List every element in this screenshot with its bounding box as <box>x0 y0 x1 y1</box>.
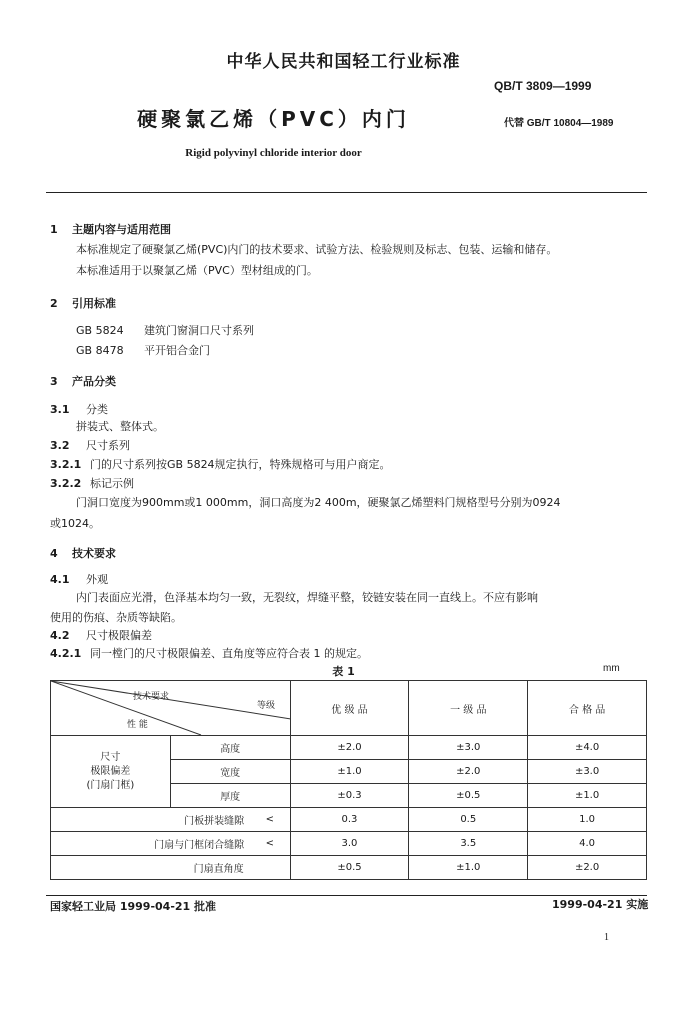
grade-header: 优 级 品 <box>290 681 409 736</box>
group-label-line: 尺寸 <box>100 751 121 763</box>
table-unit: mm <box>603 663 620 674</box>
table-cell: 3.5 <box>409 832 528 856</box>
table-cell: ±2.0 <box>528 856 647 880</box>
table-cell: ±4.0 <box>528 736 647 760</box>
corner-label-right: 等级 <box>257 701 276 711</box>
section-3-1-heading: 3.1 分类 <box>50 403 108 416</box>
row-symbol: < <box>250 808 290 832</box>
section-3-2-2-heading: 3.2.2 标记示例 <box>50 477 134 490</box>
section-4-2-heading: 4.2 尺寸极限偏差 <box>50 629 152 642</box>
table-cell: 4.0 <box>528 832 647 856</box>
group-label-cell <box>51 736 171 808</box>
section-2-heading: 2 引用标准 <box>50 297 116 310</box>
table-cell: ±3.0 <box>528 760 647 784</box>
section-4-2-1-text: 4.2.1 同一樘门的尺寸极限偏差、直角度等应符合表 1 的规定。 <box>50 647 368 660</box>
document-title: 硬聚氯乙烯（PVC）内门 <box>137 107 410 131</box>
table-cell: ±0.3 <box>290 784 409 808</box>
section-4-1-text-2: 使用的伤痕、杂质等缺陷。 <box>50 611 182 624</box>
section-1-heading: 1 主题内容与适用范围 <box>50 223 171 236</box>
page-number: 1 <box>604 932 609 943</box>
diagonal-lines <box>51 681 291 735</box>
table-cell: 0.5 <box>409 808 528 832</box>
section-1-para-2: 本标准适用于以聚氯乙烯（PVC）型材组成的门。 <box>76 264 318 277</box>
table-cell: ±2.0 <box>409 760 528 784</box>
row-label: 宽度 <box>170 760 290 784</box>
section-3-2-heading: 3.2 尺寸系列 <box>50 439 130 452</box>
document-title-en: Rigid polyvinyl chloride interior door <box>185 147 362 159</box>
section-3-1-text: 拼装式、整体式。 <box>76 420 164 433</box>
table-caption: 表 1 <box>332 665 355 678</box>
section-4-1-heading: 4.1 外观 <box>50 573 108 586</box>
row-label: 高度 <box>170 736 290 760</box>
table-cell: ±0.5 <box>409 784 528 808</box>
reference-item: GB 5824 建筑门窗洞口尺寸系列 <box>76 324 254 337</box>
table-cell: 3.0 <box>290 832 409 856</box>
header-rule <box>46 192 647 193</box>
approval-note: 国家轻工业局 1999-04-21 批准 <box>50 900 217 913</box>
replaces-standard: 代替 GB/T 10804—1989 <box>504 118 614 129</box>
section-4-heading: 4 技术要求 <box>50 547 116 560</box>
section-1-para-1: 本标准规定了硬聚氯乙烯(PVC)内门的技术要求、试验方法、检验规则及标志、包装、运输和储存。 <box>76 243 558 256</box>
table-cell: ±0.5 <box>290 856 409 880</box>
row-label: 门扇直角度 <box>51 856 291 880</box>
section-3-2-2-text-2: 或1024。 <box>50 517 100 530</box>
table-corner-cell <box>51 681 291 736</box>
table-1 <box>50 680 647 880</box>
table-cell: ±1.0 <box>290 760 409 784</box>
corner-label-top: 技术要求 <box>133 692 170 702</box>
section-3-2-2-text-1: 门洞口宽度为900mm或1 000mm，洞口高度为2 400m，硬聚氯乙烯塑料门规格型号分别为0924 <box>76 496 561 509</box>
row-label: 门扇与门框闭合缝隙 <box>51 832 251 856</box>
row-label: 门板拼装缝隙 <box>51 808 251 832</box>
group-label-line: (门扇门框) <box>86 779 135 791</box>
grade-header: 合 格 品 <box>528 681 647 736</box>
standard-number: QB/T 3809—1999 <box>494 79 592 93</box>
section-3-heading: 3 产品分类 <box>50 375 116 388</box>
corner-label-bottom: 性 能 <box>127 720 148 730</box>
grade-header: 一 级 品 <box>409 681 528 736</box>
table-cell: ±2.0 <box>290 736 409 760</box>
section-3-2-1-text: 3.2.1 门的尺寸系列按GB 5824规定执行，特殊规格可与用户商定。 <box>50 458 391 471</box>
table-cell: 0.3 <box>290 808 409 832</box>
row-label: 厚度 <box>170 784 290 808</box>
group-label-line: 极限偏差 <box>90 765 131 777</box>
implementation-date: 1999-04-21 实施 <box>552 898 649 911</box>
table-cell: 1.0 <box>528 808 647 832</box>
section-4-1-text-1: 内门表面应光滑，色泽基本均匀一致，无裂纹，焊缝平整，铰链安装在同一直线上。不应有影响 <box>76 591 538 604</box>
reference-item: GB 8478 平开铝合金门 <box>76 344 210 357</box>
table-cell: ±1.0 <box>409 856 528 880</box>
table-cell: ±1.0 <box>528 784 647 808</box>
table-cell: ±3.0 <box>409 736 528 760</box>
row-symbol: < <box>250 832 290 856</box>
standard-org: 中华人民共和国轻工行业标准 <box>226 52 461 72</box>
